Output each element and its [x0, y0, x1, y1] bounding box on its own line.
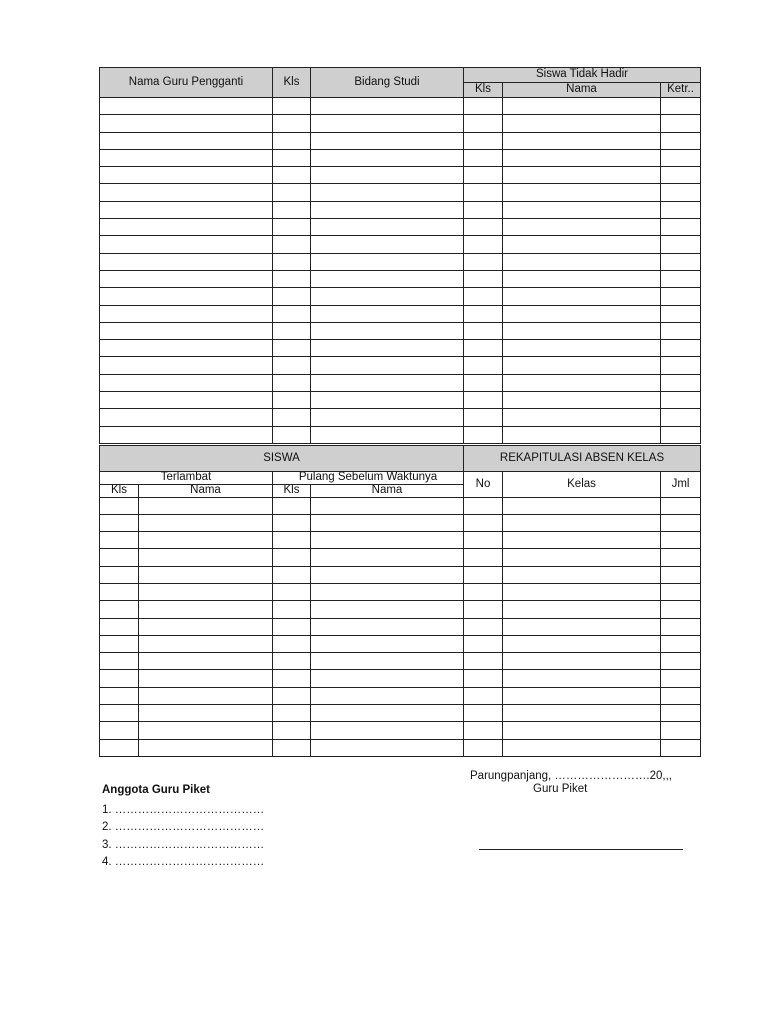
table-cell[interactable]: [273, 132, 311, 149]
table-cell[interactable]: [311, 426, 464, 443]
table-cell[interactable]: [273, 374, 311, 391]
table-cell[interactable]: [464, 340, 503, 357]
anggota-item-3: 3. …………………………………: [102, 839, 265, 851]
table-row: [100, 549, 701, 566]
table-row: [100, 132, 701, 149]
table-cell[interactable]: [503, 532, 661, 549]
table-cell[interactable]: [311, 219, 464, 236]
table-cell[interactable]: [464, 670, 503, 687]
table-cell[interactable]: [100, 687, 139, 704]
table-row: [100, 653, 701, 670]
signature-line: [479, 849, 683, 850]
header-pulang-nama: Nama: [311, 485, 464, 498]
table-cell[interactable]: [100, 357, 273, 374]
table-cell[interactable]: [273, 635, 311, 652]
table-cell[interactable]: [273, 566, 311, 583]
table-cell[interactable]: [661, 566, 701, 583]
table-cell[interactable]: [100, 149, 273, 166]
table-cell[interactable]: [100, 653, 139, 670]
header-terlambat: Terlambat: [100, 472, 273, 485]
table-cell[interactable]: [273, 409, 311, 426]
table-row: [100, 583, 701, 600]
table-cell[interactable]: [273, 340, 311, 357]
table-row: [100, 115, 701, 132]
table-cell[interactable]: [503, 167, 661, 184]
table-cell[interactable]: [311, 374, 464, 391]
table-cell[interactable]: [311, 653, 464, 670]
table-cell[interactable]: [139, 739, 273, 756]
table-cell[interactable]: [100, 670, 139, 687]
table-row: [100, 340, 701, 357]
table-cell[interactable]: [661, 270, 701, 287]
section-siswa: SISWA: [100, 446, 464, 472]
table-cell[interactable]: [139, 705, 273, 722]
place-date-line: Parungpanjang, …………………….20,,,: [470, 770, 672, 782]
student-recap-table: [99, 445, 701, 757]
table-cell[interactable]: [503, 184, 661, 201]
table-cell[interactable]: [311, 705, 464, 722]
table-cell[interactable]: [503, 739, 661, 756]
table-cell[interactable]: [661, 532, 701, 549]
table-cell[interactable]: [464, 253, 503, 270]
table-cell[interactable]: [464, 549, 503, 566]
table-cell[interactable]: [503, 514, 661, 531]
table-cell[interactable]: [661, 653, 701, 670]
table-cell[interactable]: [311, 409, 464, 426]
table-cell[interactable]: [311, 115, 464, 132]
table-cell[interactable]: [464, 374, 503, 391]
table-cell[interactable]: [273, 670, 311, 687]
table-row: [100, 374, 701, 391]
table-cell[interactable]: [139, 618, 273, 635]
table-cell[interactable]: [661, 705, 701, 722]
table-cell[interactable]: [661, 201, 701, 218]
table-cell[interactable]: [464, 705, 503, 722]
table-cell[interactable]: [139, 549, 273, 566]
table-cell[interactable]: [661, 739, 701, 756]
table-cell[interactable]: [273, 184, 311, 201]
table-cell[interactable]: [503, 618, 661, 635]
table-cell[interactable]: [311, 583, 464, 600]
table-cell[interactable]: [661, 514, 701, 531]
table-cell[interactable]: [661, 374, 701, 391]
table-cell[interactable]: [311, 566, 464, 583]
table-cell[interactable]: [503, 288, 661, 305]
table-cell[interactable]: [273, 357, 311, 374]
table-cell[interactable]: [273, 322, 311, 339]
table-cell[interactable]: [464, 426, 503, 443]
table-cell[interactable]: [464, 288, 503, 305]
table-row: [100, 409, 701, 426]
table-cell[interactable]: [100, 635, 139, 652]
table-cell[interactable]: [661, 184, 701, 201]
student-recap-rows: [100, 497, 701, 756]
table-cell[interactable]: [311, 201, 464, 218]
table-row: [100, 357, 701, 374]
table-cell[interactable]: [503, 549, 661, 566]
table-cell[interactable]: [661, 426, 701, 443]
header-kelas: Kelas: [503, 472, 661, 498]
table-row: [100, 635, 701, 652]
table-cell[interactable]: [503, 340, 661, 357]
table-cell[interactable]: [464, 392, 503, 409]
section-rekapitulasi: REKAPITULASI ABSEN KELAS: [464, 446, 701, 472]
table-cell[interactable]: [311, 340, 464, 357]
header-terlambat-kls: Kls: [100, 485, 139, 498]
table-cell[interactable]: [503, 583, 661, 600]
table-cell[interactable]: [503, 98, 661, 115]
table-cell[interactable]: [503, 426, 661, 443]
table-cell[interactable]: [503, 497, 661, 514]
table-cell[interactable]: [273, 549, 311, 566]
table-cell[interactable]: [503, 601, 661, 618]
table-row: [100, 687, 701, 704]
table-cell[interactable]: [100, 497, 139, 514]
table-row: [100, 601, 701, 618]
header-siswa-tidak-hadir: Siswa Tidak Hadir: [464, 68, 701, 83]
table-row: [100, 739, 701, 756]
table-cell[interactable]: [503, 201, 661, 218]
table-cell[interactable]: [100, 340, 273, 357]
table-cell[interactable]: [100, 705, 139, 722]
table-cell[interactable]: [503, 635, 661, 652]
table-cell[interactable]: [311, 687, 464, 704]
table-cell[interactable]: [273, 219, 311, 236]
table-cell[interactable]: [464, 201, 503, 218]
table-cell[interactable]: [100, 374, 273, 391]
table-cell[interactable]: [273, 115, 311, 132]
table-cell[interactable]: [100, 167, 273, 184]
table-cell[interactable]: [100, 722, 139, 739]
table-cell[interactable]: [311, 305, 464, 322]
table-cell[interactable]: [503, 653, 661, 670]
table-cell[interactable]: [273, 653, 311, 670]
table-cell[interactable]: [661, 409, 701, 426]
header-pulang-sebelum-waktunya: Pulang Sebelum Waktunya: [273, 472, 464, 485]
table-cell[interactable]: [100, 236, 273, 253]
table-cell[interactable]: [661, 305, 701, 322]
table-row: [100, 392, 701, 409]
table-cell[interactable]: [311, 549, 464, 566]
table-cell[interactable]: [100, 618, 139, 635]
table-cell[interactable]: [503, 374, 661, 391]
table-cell[interactable]: [464, 653, 503, 670]
table-cell[interactable]: [464, 687, 503, 704]
table-cell[interactable]: [503, 219, 661, 236]
table-cell[interactable]: [139, 687, 273, 704]
header-no: No: [464, 472, 503, 498]
table-cell[interactable]: [139, 514, 273, 531]
table-cell[interactable]: [464, 270, 503, 287]
table-cell[interactable]: [273, 253, 311, 270]
table-cell[interactable]: [100, 98, 273, 115]
anggota-item-2: 2. …………………………………: [102, 821, 265, 833]
table-cell[interactable]: [100, 532, 139, 549]
table-row: [100, 497, 701, 514]
subheader-ketr: Ketr..: [661, 83, 701, 98]
table-cell[interactable]: [464, 566, 503, 583]
table-cell[interactable]: [100, 583, 139, 600]
table-row: [100, 149, 701, 166]
anggota-item-1: 1. …………………………………: [102, 804, 265, 816]
table-cell[interactable]: [311, 270, 464, 287]
table-cell[interactable]: [100, 270, 273, 287]
table-cell[interactable]: [100, 184, 273, 201]
table-cell[interactable]: [464, 409, 503, 426]
table-row: [100, 167, 701, 184]
table-cell[interactable]: [100, 201, 273, 218]
table-cell[interactable]: [464, 305, 503, 322]
table-cell[interactable]: [273, 618, 311, 635]
table-cell[interactable]: [661, 497, 701, 514]
table-cell[interactable]: [139, 583, 273, 600]
table-cell[interactable]: [100, 549, 139, 566]
table-cell[interactable]: [464, 635, 503, 652]
table-cell[interactable]: [503, 236, 661, 253]
table-cell[interactable]: [661, 635, 701, 652]
table-cell[interactable]: [464, 497, 503, 514]
table-cell[interactable]: [661, 340, 701, 357]
table-cell[interactable]: [100, 514, 139, 531]
table-cell[interactable]: [464, 115, 503, 132]
table-cell[interactable]: [100, 305, 273, 322]
table-row: [100, 236, 701, 253]
table-cell[interactable]: [661, 583, 701, 600]
table-cell[interactable]: [273, 497, 311, 514]
subheader-nama: Nama: [503, 83, 661, 98]
table-cell[interactable]: [464, 167, 503, 184]
table-cell[interactable]: [464, 514, 503, 531]
table-cell[interactable]: [661, 115, 701, 132]
subheader-kls: Kls: [464, 83, 503, 98]
table-cell[interactable]: [100, 288, 273, 305]
table-cell[interactable]: [273, 514, 311, 531]
table-cell[interactable]: [100, 739, 139, 756]
table-cell[interactable]: [139, 566, 273, 583]
table-cell[interactable]: [311, 149, 464, 166]
table-cell[interactable]: [661, 132, 701, 149]
table-cell[interactable]: [661, 253, 701, 270]
table-cell[interactable]: [273, 601, 311, 618]
table-cell[interactable]: [661, 167, 701, 184]
table-cell[interactable]: [273, 426, 311, 443]
header-terlambat-nama: Nama: [139, 485, 273, 498]
table-cell[interactable]: [311, 497, 464, 514]
table-row: [100, 618, 701, 635]
table-cell[interactable]: [100, 426, 273, 443]
table-cell[interactable]: [503, 687, 661, 704]
table-cell[interactable]: [464, 132, 503, 149]
table-cell[interactable]: [311, 288, 464, 305]
table-cell[interactable]: [503, 705, 661, 722]
table-cell[interactable]: [139, 635, 273, 652]
table-row: [100, 288, 701, 305]
table-row: [100, 566, 701, 583]
table-cell[interactable]: [311, 532, 464, 549]
table-cell[interactable]: [273, 236, 311, 253]
table-row: [100, 322, 701, 339]
table-cell[interactable]: [661, 392, 701, 409]
table-cell[interactable]: [661, 687, 701, 704]
table-cell[interactable]: [464, 722, 503, 739]
table-cell[interactable]: [273, 392, 311, 409]
table-cell[interactable]: [311, 322, 464, 339]
table-cell[interactable]: [464, 601, 503, 618]
table-cell[interactable]: [273, 201, 311, 218]
table-cell[interactable]: [273, 149, 311, 166]
table-row: [100, 98, 701, 115]
table-cell[interactable]: [100, 132, 273, 149]
header-pulang-kls: Kls: [273, 485, 311, 498]
table-cell[interactable]: [311, 722, 464, 739]
table-cell[interactable]: [661, 288, 701, 305]
table-cell[interactable]: [273, 98, 311, 115]
guru-piket-label: Guru Piket: [533, 783, 588, 795]
table-row: [100, 722, 701, 739]
table-cell[interactable]: [661, 236, 701, 253]
table-cell[interactable]: [311, 392, 464, 409]
anggota-item-4: 4. …………………………………: [102, 856, 265, 868]
table-cell[interactable]: [661, 322, 701, 339]
header-nama-guru-pengganti: Nama Guru Pengganti: [100, 68, 273, 98]
table-row: [100, 670, 701, 687]
table-cell[interactable]: [503, 722, 661, 739]
table-cell[interactable]: [100, 322, 273, 339]
table-cell[interactable]: [464, 98, 503, 115]
table-cell[interactable]: [311, 739, 464, 756]
table-cell[interactable]: [661, 149, 701, 166]
table-cell[interactable]: [311, 635, 464, 652]
table-row: [100, 305, 701, 322]
table-cell[interactable]: [464, 583, 503, 600]
table-cell[interactable]: [503, 305, 661, 322]
table-cell[interactable]: [273, 739, 311, 756]
table-cell[interactable]: [311, 357, 464, 374]
table-cell[interactable]: [503, 115, 661, 132]
table-cell[interactable]: [661, 98, 701, 115]
table-cell[interactable]: [464, 532, 503, 549]
header-bidang-studi: Bidang Studi: [311, 68, 464, 98]
table-cell[interactable]: [273, 532, 311, 549]
anggota-guru-piket-title: Anggota Guru Piket: [102, 784, 210, 796]
table-cell[interactable]: [464, 322, 503, 339]
table-cell[interactable]: [273, 288, 311, 305]
table-cell[interactable]: [503, 566, 661, 583]
table-cell[interactable]: [139, 653, 273, 670]
table-cell[interactable]: [139, 601, 273, 618]
table-cell[interactable]: [100, 219, 273, 236]
table-cell[interactable]: [503, 392, 661, 409]
table-cell[interactable]: [311, 236, 464, 253]
table-cell[interactable]: [273, 687, 311, 704]
table-cell[interactable]: [311, 98, 464, 115]
table-cell[interactable]: [311, 670, 464, 687]
table-row: [100, 184, 701, 201]
table-cell[interactable]: [503, 253, 661, 270]
table-cell[interactable]: [139, 532, 273, 549]
table-cell[interactable]: [503, 409, 661, 426]
table-cell[interactable]: [311, 618, 464, 635]
table-cell[interactable]: [464, 739, 503, 756]
table-cell[interactable]: [273, 705, 311, 722]
table-cell[interactable]: [139, 670, 273, 687]
table-cell[interactable]: [311, 601, 464, 618]
table-cell[interactable]: [100, 566, 139, 583]
header-jml: Jml: [661, 472, 701, 498]
table-cell[interactable]: [503, 149, 661, 166]
table-cell[interactable]: [139, 497, 273, 514]
table-cell[interactable]: [311, 253, 464, 270]
table-cell[interactable]: [464, 149, 503, 166]
table-row: [100, 426, 701, 443]
table-cell[interactable]: [464, 184, 503, 201]
table-cell[interactable]: [661, 722, 701, 739]
table-cell[interactable]: [503, 132, 661, 149]
table-cell[interactable]: [100, 601, 139, 618]
table-row: [100, 253, 701, 270]
table-cell[interactable]: [661, 357, 701, 374]
table-cell[interactable]: [273, 270, 311, 287]
table-row: [100, 270, 701, 287]
table-cell[interactable]: [100, 392, 273, 409]
table-cell[interactable]: [503, 270, 661, 287]
table-cell[interactable]: [311, 184, 464, 201]
header-kls: Kls: [273, 68, 311, 98]
table-cell[interactable]: [100, 253, 273, 270]
table-row: [100, 705, 701, 722]
table-cell[interactable]: [503, 322, 661, 339]
table-cell[interactable]: [100, 409, 273, 426]
table-cell[interactable]: [273, 305, 311, 322]
table-cell[interactable]: [139, 722, 273, 739]
table-cell[interactable]: [273, 722, 311, 739]
table-cell[interactable]: [661, 601, 701, 618]
table-row: [100, 514, 701, 531]
substitute-teacher-table: [99, 67, 701, 444]
table-cell[interactable]: [464, 219, 503, 236]
table-cell[interactable]: [311, 167, 464, 184]
table-cell[interactable]: [661, 549, 701, 566]
table-cell[interactable]: [100, 115, 273, 132]
table-cell[interactable]: [661, 219, 701, 236]
substitute-teacher-rows: [100, 98, 701, 444]
table-cell[interactable]: [464, 618, 503, 635]
table-cell[interactable]: [661, 618, 701, 635]
table-row: [100, 219, 701, 236]
table-cell[interactable]: [273, 167, 311, 184]
table-row: [100, 532, 701, 549]
table-cell[interactable]: [661, 670, 701, 687]
table-cell[interactable]: [464, 236, 503, 253]
table-cell[interactable]: [311, 132, 464, 149]
table-cell[interactable]: [273, 583, 311, 600]
table-cell[interactable]: [503, 357, 661, 374]
table-cell[interactable]: [311, 514, 464, 531]
table-cell[interactable]: [503, 670, 661, 687]
table-cell[interactable]: [464, 357, 503, 374]
table-row: [100, 201, 701, 218]
